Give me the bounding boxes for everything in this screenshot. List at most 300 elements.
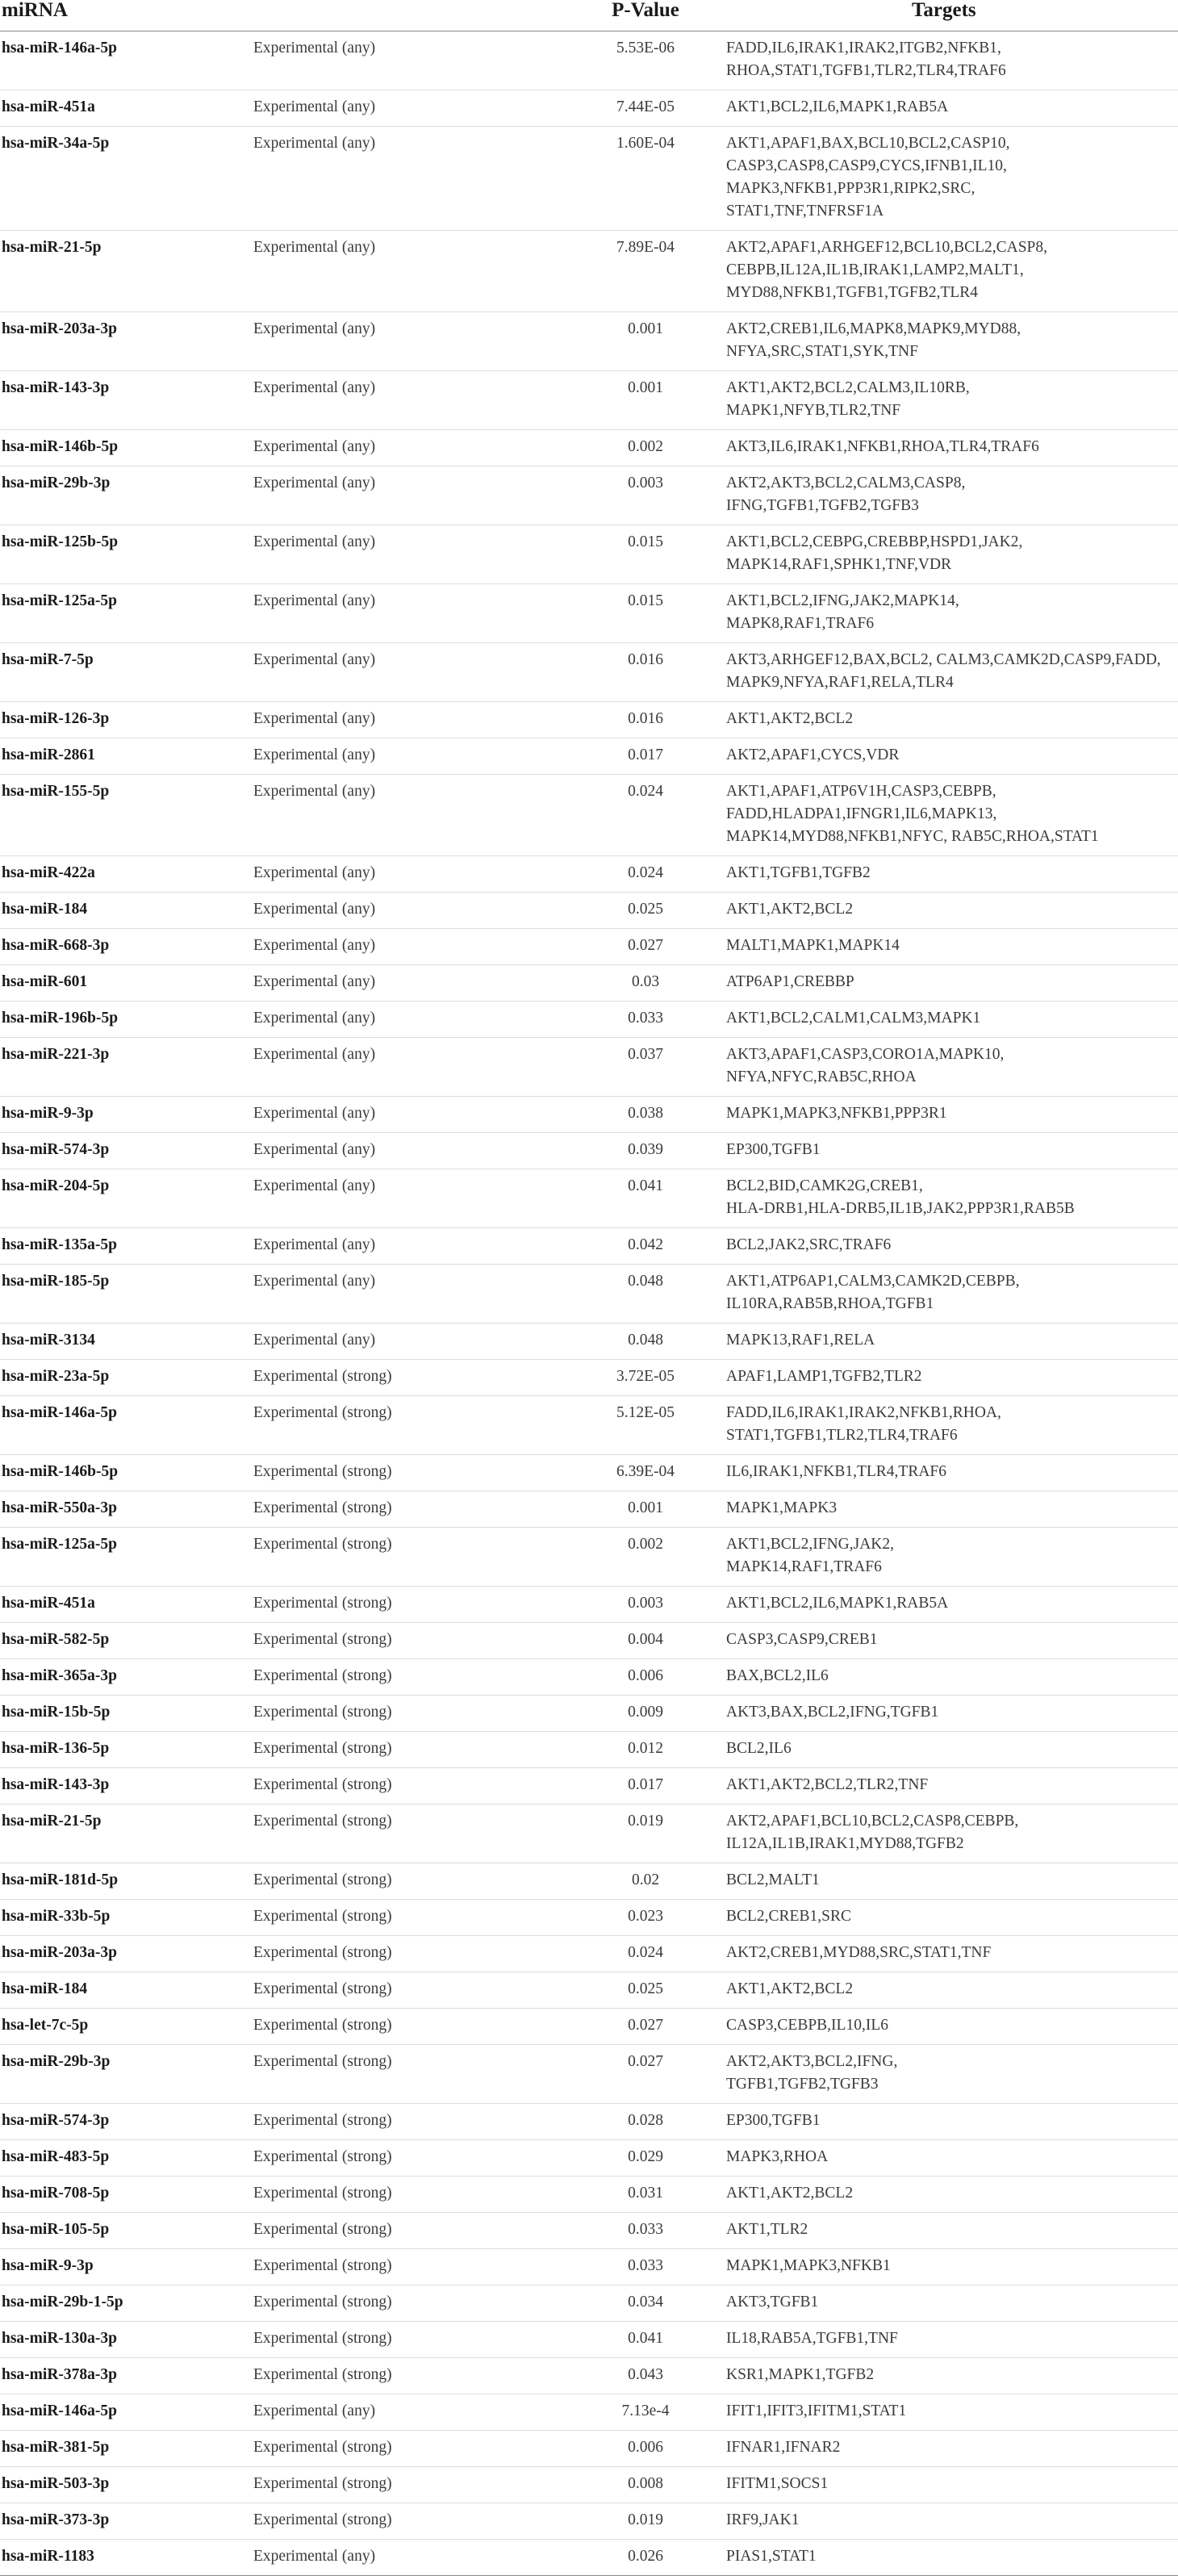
mirna-cell: hsa-miR-146a-5p <box>2 40 118 56</box>
mirna-cell: hsa-miR-125b-5p <box>2 533 119 550</box>
pvalue-cell: 0.012 <box>628 1740 663 1757</box>
table-row <box>0 2394 1178 2431</box>
targets-line: AKT1,AKT2,BCL2 <box>726 901 854 918</box>
pvalue-cell: 0.024 <box>628 783 663 800</box>
evidence-cell: Experimental (strong) <box>253 1944 392 1961</box>
targets-cell <box>726 1360 1178 1396</box>
table-row <box>0 1228 1178 1265</box>
targets-line: AKT1,APAF1,BAX,BCL10,BCL2,CASP10, <box>726 135 1010 152</box>
table-header <box>0 0 1178 31</box>
targets-line: PIAS1,STAT1 <box>726 2548 817 2565</box>
table-row <box>0 1133 1178 1169</box>
evidence-cell: Experimental (strong) <box>253 2185 392 2202</box>
pvalue-cell: 7.44E-05 <box>616 98 675 115</box>
targets-line: HLA-DRB1,HLA-DRB5,IL1B,JAK2,PPP3R1,RAB5B <box>726 1200 1075 1217</box>
pvalue-cell: 0.043 <box>628 2366 663 2383</box>
targets-line: EP300,TGFB1 <box>726 2112 821 2129</box>
mirna-cell: hsa-miR-668-3p <box>2 937 110 954</box>
targets-line: MAPK3,NFKB1,PPP3R1,RIPK2,SRC, <box>726 180 975 197</box>
targets-line: FADD,HLADPA1,IFNGR1,IL6,MAPK13, <box>726 805 997 822</box>
table-row <box>0 775 1178 856</box>
targets-cell <box>726 1038 1178 1097</box>
targets-line: AKT1,TLR2 <box>726 2221 808 2238</box>
evidence-cell: Experimental (any) <box>253 1273 376 1290</box>
pvalue-cell: 0.016 <box>628 651 663 668</box>
targets-line: AKT1,AKT2,BCL2,TLR2,TNF <box>726 1776 929 1793</box>
targets-line: CASP3,CASP8,CASP9,CYCS,IFNB1,IL10, <box>726 157 1007 174</box>
targets-line: FADD,IL6,IRAK1,IRAK2,NFKB1,RHOA, <box>726 1404 1001 1421</box>
table-row <box>0 127 1178 231</box>
table-row <box>0 1528 1178 1587</box>
mirna-cell: hsa-miR-9-3p <box>2 2257 94 2274</box>
mirna-cell: hsa-miR-422a <box>2 864 95 881</box>
targets-line: IRF9,JAK1 <box>726 2511 800 2528</box>
targets-line: MAPK1,MAPK3,NFKB1,PPP3R1 <box>726 1105 947 1122</box>
targets-cell <box>726 1936 1178 1972</box>
pvalue-cell: 0.027 <box>628 937 663 954</box>
mirna-cell: hsa-miR-451a <box>2 98 95 115</box>
targets-line: AKT1,BCL2,IL6,MAPK1,RAB5A <box>726 1595 949 1612</box>
targets-line: KSR1,MAPK1,TGFB2 <box>726 2366 875 2383</box>
targets-line: AKT2,AKT3,BCL2,CALM3,CASP8, <box>726 475 966 491</box>
table-row <box>0 1696 1178 1732</box>
table-row <box>0 965 1178 1002</box>
evidence-cell: Experimental (any) <box>253 973 376 990</box>
pvalue-cell: 0.017 <box>628 1776 663 1793</box>
pvalue-cell: 0.029 <box>628 2148 663 2165</box>
targets-line: AKT1,AKT2,BCL2 <box>726 1980 854 1997</box>
targets-cell <box>726 1804 1178 1863</box>
pvalue-cell: 0.037 <box>628 1046 663 1063</box>
targets-cell <box>726 1587 1178 1623</box>
targets-cell <box>726 738 1178 775</box>
table-row <box>0 2177 1178 2213</box>
table-row <box>0 1002 1178 1038</box>
evidence-cell: Experimental (any) <box>253 901 376 918</box>
table-row <box>0 1396 1178 1455</box>
targets-line: IFITM1,SOCS1 <box>726 2475 829 2492</box>
targets-cell <box>726 1228 1178 1265</box>
evidence-cell: Experimental (strong) <box>253 1463 392 1480</box>
targets-cell <box>726 1455 1178 1491</box>
targets-line: AKT1,AKT2,BCL2,CALM3,IL10RB, <box>726 379 970 396</box>
table-row <box>0 584 1178 643</box>
evidence-cell: Experimental (any) <box>253 2402 376 2419</box>
targets-line: AKT2,CREB1,IL6,MAPK8,MAPK9,MYD88, <box>726 320 1021 337</box>
targets-cell <box>726 1169 1178 1228</box>
targets-cell <box>726 2177 1178 2213</box>
pvalue-cell: 0.001 <box>628 320 663 337</box>
targets-line: ATP6AP1,CREBBP <box>726 973 854 990</box>
table-row <box>0 2431 1178 2467</box>
mirna-cell: hsa-let-7c-5p <box>2 2017 89 2034</box>
table-row <box>0 1900 1178 1936</box>
mirna-cell: hsa-miR-503-3p <box>2 2475 110 2492</box>
evidence-cell: Experimental (strong) <box>253 1595 392 1612</box>
targets-cell <box>726 1863 1178 1900</box>
table-row <box>0 856 1178 893</box>
targets-line: MALT1,MAPK1,MAPK14 <box>726 937 900 954</box>
mirna-cell: hsa-miR-196b-5p <box>2 1010 119 1027</box>
targets-cell <box>726 893 1178 929</box>
targets-cell <box>726 775 1178 856</box>
evidence-cell: Experimental (strong) <box>253 1776 392 1793</box>
table-row <box>0 430 1178 466</box>
targets-cell <box>726 127 1178 231</box>
targets-cell <box>726 1265 1178 1324</box>
mirna-cell: hsa-miR-1183 <box>2 2548 94 2565</box>
pvalue-cell: 0.033 <box>628 2221 663 2238</box>
targets-line: MAPK8,RAF1,TRAF6 <box>726 615 875 632</box>
pvalue-cell: 7.13e-4 <box>621 2402 670 2419</box>
mirna-cell: hsa-miR-136-5p <box>2 1740 110 1757</box>
evidence-cell: Experimental (strong) <box>253 1813 392 1830</box>
table-row <box>0 1097 1178 1133</box>
targets-line: MAPK13,RAF1,RELA <box>726 1332 875 1349</box>
targets-cell <box>726 1324 1178 1360</box>
targets-line: IL18,RAB5A,TGFB1,TNF <box>726 2330 898 2347</box>
targets-cell <box>726 1768 1178 1804</box>
evidence-cell: Experimental (any) <box>253 40 376 56</box>
mirna-cell: hsa-miR-34a-5p <box>2 135 110 152</box>
mirna-cell: hsa-miR-365a-3p <box>2 1667 118 1684</box>
targets-cell <box>726 2394 1178 2431</box>
targets-cell <box>726 1732 1178 1768</box>
targets-line: NFYA,NFYC,RAB5C,RHOA <box>726 1068 917 1085</box>
targets-line: APAF1,LAMP1,TGFB2,TLR2 <box>726 1368 922 1385</box>
targets-cell <box>726 1900 1178 1936</box>
pvalue-cell: 0.001 <box>628 1499 663 1516</box>
targets-line: AKT2,AKT3,BCL2,IFNG, <box>726 2053 898 2070</box>
pvalue-cell: 0.02 <box>631 1871 660 1888</box>
pvalue-cell: 0.048 <box>628 1273 663 1290</box>
pvalue-cell: 0.026 <box>628 2548 663 2565</box>
table-row <box>0 1936 1178 1972</box>
pvalue-cell: 0.006 <box>628 2439 663 2456</box>
mirna-cell: hsa-miR-105-5p <box>2 2221 110 2238</box>
evidence-cell: Experimental (any) <box>253 783 376 800</box>
pvalue-cell: 3.72E-05 <box>616 1368 675 1385</box>
targets-line: MAPK1,NFYB,TLR2,TNF <box>726 402 901 419</box>
pvalue-cell: 7.89E-04 <box>616 239 675 256</box>
table-row <box>0 1455 1178 1491</box>
targets-line: FADD,IL6,IRAK1,IRAK2,ITGB2,NFKB1, <box>726 40 1001 56</box>
mirna-cell: hsa-miR-146b-5p <box>2 438 119 455</box>
mirna-cell: hsa-miR-204-5p <box>2 1177 110 1194</box>
mirna-cell: hsa-miR-574-3p <box>2 2112 110 2129</box>
evidence-cell: Experimental (any) <box>253 438 376 455</box>
targets-cell <box>726 2503 1178 2540</box>
targets-cell <box>726 1491 1178 1528</box>
targets-line: BAX,BCL2,IL6 <box>726 1667 829 1684</box>
targets-cell <box>726 430 1178 466</box>
targets-cell <box>726 965 1178 1002</box>
targets-cell <box>726 90 1178 127</box>
pvalue-cell: 0.033 <box>628 2257 663 2274</box>
pvalue-cell: 0.027 <box>628 2053 663 2070</box>
table-row <box>0 1587 1178 1623</box>
targets-cell <box>726 2104 1178 2140</box>
evidence-cell: Experimental (strong) <box>253 2511 392 2528</box>
targets-cell <box>726 2322 1178 2358</box>
evidence-cell: Experimental (strong) <box>253 2053 392 2070</box>
targets-cell <box>726 2249 1178 2285</box>
pvalue-cell: 0.028 <box>628 2112 663 2129</box>
targets-line: IL6,IRAK1,NFKB1,TLR4,TRAF6 <box>726 1463 947 1480</box>
mirna-cell: hsa-miR-550a-3p <box>2 1499 118 1516</box>
table-row <box>0 2249 1178 2285</box>
pvalue-cell: 0.03 <box>631 973 660 990</box>
targets-line: AKT2,APAF1,ARHGEF12,BCL10,BCL2,CASP8, <box>726 239 1048 256</box>
table-row <box>0 2467 1178 2503</box>
targets-line: CASP3,CASP9,CREB1 <box>726 1631 878 1648</box>
evidence-cell: Experimental (strong) <box>253 2366 392 2383</box>
targets-line: AKT1,AKT2,BCL2 <box>726 2185 854 2202</box>
targets-line: BCL2,IL6 <box>726 1740 792 1757</box>
targets-cell <box>726 1696 1178 1732</box>
targets-cell <box>726 31 1178 90</box>
table-row <box>0 1324 1178 1360</box>
evidence-cell: Experimental (any) <box>253 320 376 337</box>
targets-line: AKT2,APAF1,CYCS,VDR <box>726 746 900 763</box>
targets-line: AKT1,BCL2,IL6,MAPK1,RAB5A <box>726 98 949 115</box>
targets-line: AKT1,BCL2,CALM1,CALM3,MAPK1 <box>726 1010 981 1027</box>
pvalue-cell: 0.015 <box>628 533 663 550</box>
pvalue-cell: 0.025 <box>628 1980 663 1997</box>
pvalue-cell: 0.004 <box>628 1631 663 1648</box>
pvalue-cell: 0.001 <box>628 379 663 396</box>
targets-line: BCL2,BID,CAMK2G,CREB1, <box>726 1177 923 1194</box>
evidence-cell: Experimental (any) <box>253 98 376 115</box>
table-row <box>0 929 1178 965</box>
table-row <box>0 2540 1178 2576</box>
targets-cell <box>726 2285 1178 2322</box>
targets-cell <box>726 856 1178 893</box>
targets-line: AKT1,APAF1,ATP6V1H,CASP3,CEBPB, <box>726 783 996 800</box>
evidence-cell: Experimental (strong) <box>253 1704 392 1721</box>
evidence-cell: Experimental (any) <box>253 592 376 609</box>
targets-cell <box>726 643 1178 702</box>
targets-cell <box>726 702 1178 738</box>
mirna-cell: hsa-miR-126-3p <box>2 710 110 727</box>
targets-cell <box>726 584 1178 643</box>
evidence-cell: Experimental (strong) <box>253 1740 392 1757</box>
targets-line: AKT1,AKT2,BCL2 <box>726 710 854 727</box>
pvalue-cell: 0.016 <box>628 710 663 727</box>
mirna-cell: hsa-miR-21-5p <box>2 239 102 256</box>
evidence-cell: Experimental (strong) <box>253 2475 392 2492</box>
mirna-cell: hsa-miR-29b-3p <box>2 2053 111 2070</box>
evidence-cell: Experimental (any) <box>253 1177 376 1194</box>
targets-cell <box>726 1133 1178 1169</box>
evidence-cell: Experimental (any) <box>253 746 376 763</box>
pvalue-cell: 5.12E-05 <box>616 1404 675 1421</box>
table-row <box>0 1768 1178 1804</box>
evidence-cell: Experimental (any) <box>253 651 376 668</box>
table-row <box>0 2045 1178 2104</box>
table-row <box>0 1863 1178 1900</box>
mirna-cell: hsa-miR-451a <box>2 1595 95 1612</box>
header-mirna: miRNA <box>0 0 242 31</box>
targets-line: IL12A,IL1B,IRAK1,MYD88,TGFB2 <box>726 1835 964 1852</box>
evidence-cell: Experimental (any) <box>253 1046 376 1063</box>
table-row <box>0 643 1178 702</box>
evidence-cell: Experimental (strong) <box>253 1368 392 1385</box>
targets-cell <box>726 1528 1178 1587</box>
targets-line: NFYA,SRC,STAT1,SYK,TNF <box>726 343 918 360</box>
evidence-cell: Experimental (strong) <box>253 2221 392 2238</box>
evidence-cell: Experimental (any) <box>253 1236 376 1253</box>
table-row <box>0 2322 1178 2358</box>
targets-line: IL10RA,RAB5B,RHOA,TGFB1 <box>726 1295 934 1312</box>
targets-line: MAPK3,RHOA <box>726 2148 829 2165</box>
table-row <box>0 1732 1178 1768</box>
table-row <box>0 312 1178 371</box>
mirna-cell: hsa-miR-146a-5p <box>2 1404 118 1421</box>
targets-line: BCL2,JAK2,SRC,TRAF6 <box>726 1236 892 1253</box>
targets-line: AKT1,BCL2,IFNG,JAK2,MAPK14, <box>726 592 959 609</box>
evidence-cell: Experimental (any) <box>253 135 376 152</box>
targets-cell <box>726 2009 1178 2045</box>
targets-cell <box>726 2431 1178 2467</box>
targets-cell <box>726 466 1178 525</box>
evidence-cell: Experimental (strong) <box>253 1499 392 1516</box>
pvalue-cell: 0.039 <box>628 1141 663 1158</box>
mirna-cell: hsa-miR-155-5p <box>2 783 110 800</box>
table-row <box>0 2213 1178 2249</box>
targets-line: IFNG,TGFB1,TGFB2,TGFB3 <box>726 497 919 514</box>
mirna-cell: hsa-miR-29b-3p <box>2 475 111 491</box>
table-row <box>0 31 1178 90</box>
mirna-cell: hsa-miR-9-3p <box>2 1105 94 1122</box>
pvalue-cell: 6.39E-04 <box>616 1463 675 1480</box>
evidence-cell: Experimental (any) <box>253 1105 376 1122</box>
evidence-cell: Experimental (any) <box>253 937 376 954</box>
targets-cell <box>726 2140 1178 2177</box>
pvalue-cell: 0.002 <box>628 438 663 455</box>
mirna-cell: hsa-miR-582-5p <box>2 1631 110 1648</box>
table-row <box>0 893 1178 929</box>
mirna-cell: hsa-miR-23a-5p <box>2 1368 110 1385</box>
mirna-cell: hsa-miR-574-3p <box>2 1141 110 1158</box>
targets-line: AKT3,ARHGEF12,BAX,BCL2, CALM3,CAMK2D,CASP9,FADD, <box>726 651 1161 668</box>
targets-line: STAT1,TGFB1,TLR2,TLR4,TRAF6 <box>726 1427 958 1444</box>
evidence-cell: Experimental (strong) <box>253 1980 392 1997</box>
mirna-cell: hsa-miR-181d-5p <box>2 1871 119 1888</box>
evidence-cell: Experimental (any) <box>253 864 376 881</box>
table-row <box>0 2358 1178 2394</box>
mirna-cell: hsa-miR-125a-5p <box>2 1536 118 1553</box>
table-row <box>0 2503 1178 2540</box>
table-row <box>0 702 1178 738</box>
pvalue-cell: 0.019 <box>628 2511 663 2528</box>
pvalue-cell: 0.027 <box>628 2017 663 2034</box>
table-row <box>0 2285 1178 2322</box>
targets-cell <box>726 929 1178 965</box>
targets-cell <box>726 231 1178 312</box>
pvalue-cell: 0.017 <box>628 746 663 763</box>
targets-line: MAPK14,RAF1,SPHK1,TNF,VDR <box>726 556 952 573</box>
table-row <box>0 738 1178 775</box>
table-row <box>0 525 1178 584</box>
targets-line: AKT1,BCL2,CEBPG,CREBBP,HSPD1,JAK2, <box>726 533 1023 550</box>
mirna-cell: hsa-miR-221-3p <box>2 1046 110 1063</box>
targets-line: AKT1,TGFB1,TGFB2 <box>726 864 871 881</box>
header-pvalue: P-Value <box>484 0 726 31</box>
evidence-cell: Experimental (any) <box>253 710 376 727</box>
mirna-cell: hsa-miR-185-5p <box>2 1273 110 1290</box>
pvalue-cell: 0.024 <box>628 864 663 881</box>
mirna-cell: hsa-miR-15b-5p <box>2 1704 111 1721</box>
evidence-cell: Experimental (strong) <box>253 2148 392 2165</box>
mirna-cell: hsa-miR-135a-5p <box>2 1236 118 1253</box>
mirna-cell: hsa-miR-184 <box>2 1980 88 1997</box>
targets-line: TGFB1,TGFB2,TGFB3 <box>726 2076 879 2093</box>
pvalue-cell: 0.003 <box>628 475 663 491</box>
targets-cell <box>726 1097 1178 1133</box>
table-row <box>0 2009 1178 2045</box>
pvalue-cell: 0.024 <box>628 1944 663 1961</box>
targets-line: AKT3,BAX,BCL2,IFNG,TGFB1 <box>726 1704 939 1721</box>
table-row <box>0 90 1178 127</box>
pvalue-cell: 0.025 <box>628 901 663 918</box>
table-row <box>0 1265 1178 1324</box>
table-row <box>0 231 1178 312</box>
evidence-cell: Experimental (strong) <box>253 2017 392 2034</box>
pvalue-cell: 0.048 <box>628 1332 663 1349</box>
pvalue-cell: 0.015 <box>628 592 663 609</box>
targets-line: MAPK14,RAF1,TRAF6 <box>726 1558 882 1575</box>
targets-line: AKT2,CREB1,MYD88,SRC,STAT1,TNF <box>726 1944 992 1961</box>
evidence-cell: Experimental (strong) <box>253 1404 392 1421</box>
targets-line: AKT1,ATP6AP1,CALM3,CAMK2D,CEBPB, <box>726 1273 1020 1290</box>
evidence-cell: Experimental (strong) <box>253 2294 392 2310</box>
table-row <box>0 2104 1178 2140</box>
mirna-cell: hsa-miR-130a-3p <box>2 2330 118 2347</box>
table-row <box>0 1659 1178 1696</box>
pvalue-cell: 5.53E-06 <box>616 40 675 56</box>
pvalue-cell: 0.042 <box>628 1236 663 1253</box>
mirna-cell: hsa-miR-3134 <box>2 1332 95 1349</box>
evidence-cell: Experimental (strong) <box>253 2112 392 2129</box>
mirna-cell: hsa-miR-601 <box>2 973 88 990</box>
targets-cell <box>726 2467 1178 2503</box>
targets-cell <box>726 1002 1178 1038</box>
mirna-cell: hsa-miR-125a-5p <box>2 592 118 609</box>
targets-line: CASP3,CEBPB,IL10,IL6 <box>726 2017 888 2034</box>
evidence-cell: Experimental (any) <box>253 1141 376 1158</box>
targets-line: BCL2,MALT1 <box>726 1871 820 1888</box>
table-row <box>0 1804 1178 1863</box>
evidence-cell: Experimental (strong) <box>253 1908 392 1925</box>
table-row <box>0 371 1178 430</box>
table-row <box>0 1491 1178 1528</box>
evidence-cell: Experimental (strong) <box>253 1536 392 1553</box>
header-targets: Targets <box>726 0 1178 31</box>
mirna-cell: hsa-miR-203a-3p <box>2 1944 118 1961</box>
mirna-cell: hsa-miR-483-5p <box>2 2148 110 2165</box>
evidence-cell: Experimental (any) <box>253 1332 376 1349</box>
evidence-cell: Experimental (strong) <box>253 1871 392 1888</box>
targets-line: AKT3,APAF1,CASP3,CORO1A,MAPK10, <box>726 1046 1005 1063</box>
pvalue-cell: 0.041 <box>628 2330 663 2347</box>
targets-cell <box>726 525 1178 584</box>
targets-line: BCL2,CREB1,SRC <box>726 1908 851 1925</box>
table-row <box>0 1623 1178 1659</box>
targets-line: MAPK1,MAPK3 <box>726 1499 838 1516</box>
pvalue-cell: 0.019 <box>628 1813 663 1830</box>
mirna-cell: hsa-miR-381-5p <box>2 2439 110 2456</box>
